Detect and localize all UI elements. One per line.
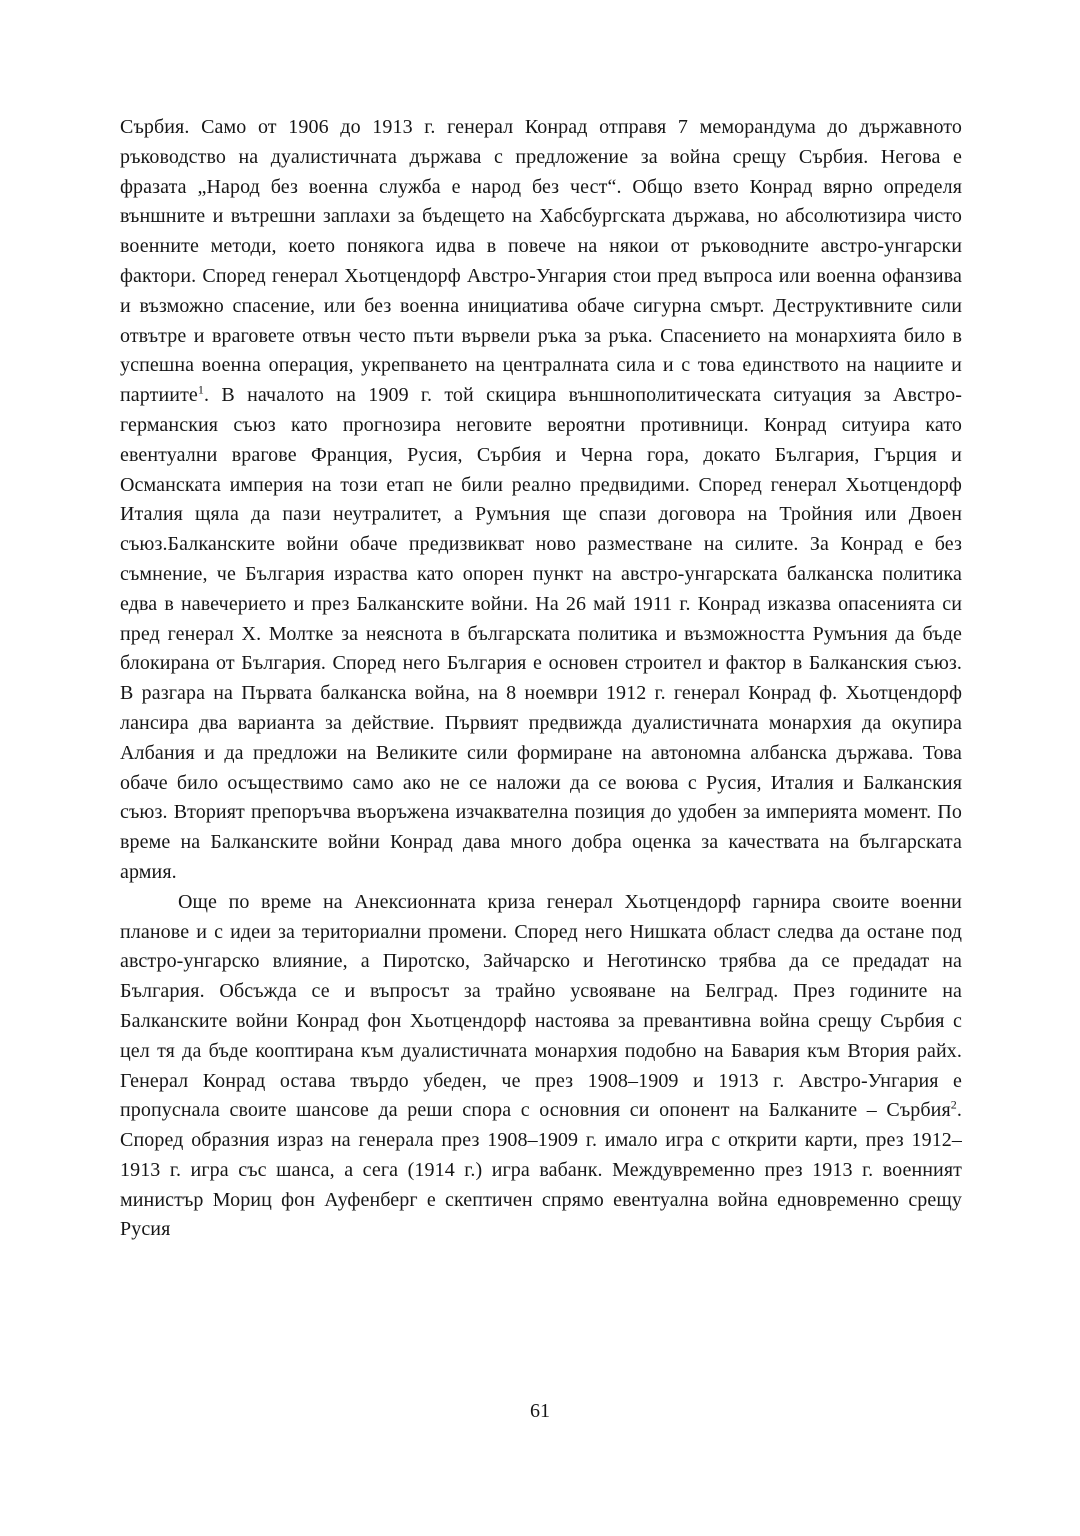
- paragraph: [120, 113, 962, 888]
- footnote-reference: 2: [950, 1097, 957, 1112]
- text-run: . Според образния израз на генерала през 1908–1909 г. имало игра с открити карти, през 1912–1913 г. игра със шанса, а сега (1914 г.) игра вабанк. Междувременно през 1913 г. военният министър Мориц фон Ауфенберг е скептичен спрямо евентуална война едновременно срещу Русия: [120, 1099, 962, 1241]
- page-number: 61: [530, 1400, 550, 1422]
- page-text: [120, 113, 962, 1245]
- text-run: Сърбия. Само от 1906 до 1913 г. генерал Конрад отправя 7 меморандума до държавното ръководство на дуалистичната държава с предложение за война срещу Сърбия. Негова е фразата „Народ без военна служба е народ без чест“. Общо взето Конрад вярно определя външните и вътрешни заплахи за бъдещето на Хабсбургската държава, но абсолютизира чисто военните методи, което понякога идва в повече на някои от ръководните австро-унгарски фактори. Според генерал Хьотцендорф Австро-Унгария стои пред въпроса или военна офанзива и възможно спасение, или без военна инициатива обаче сигурна смърт. Деструктивните сили отвътре и враговете отвън често пъти вървели ръка за ръка. Спасението на монархията било в успешна военна операция, укрепването на централната сила и с това единството на нациите и партиите: [120, 116, 962, 407]
- text-run: Още по време на Анексионната криза генерал Хьотцендорф гарнира своите военни планове и с идеи за териториални промени. Според него Нишката област следва да остане под австро-унгарско влияние, а Пиротско, Зайчарско и Неготинско трябва да се предадат на България. Обсъжда се и въпросът за трайно усвояване на Белград. През годините на Балканските войни Конрад фон Хьотцендорф настоява за превантивна война срещу Сърбия с цел тя да бъде кооптирана към дуалистичната монархия подобно на Бавария към Втория райх. Генерал Конрад остава твърдо убеден, че през 1908–1909 и 1913 г. Австро-Унгария е пропуснала своите шансове да реши спора с основния си опонент на Балканите – Сърбия: [120, 890, 962, 1122]
- paragraph: [120, 888, 962, 1246]
- text-run: . В началото на 1909 г. той скицира външнополитическата ситуация за Австро-германския съюз като прогнозира неговите вероятни противници. Конрад ситуира като евентуални врагове Франция, Русия, Сърбия и Черна гора, докато България, Гърция и Османската империя на този етап не били реално предвидими. Според генерал Хьотцендорф Италия щяла да пази неутралитет, а Румъния ще спази договора на Тройния или Двоен съюз.Балканските войни обаче предизвикват ново разместване на силите. За Конрад е без съмнение, че България израства като опорен пункт на австро-унгарската балканска политика едва в навечерието и през Балканските войни. На 26 май 1911 г. Конрад изказва опасенията си пред генерал Х. Молтке за неяснота в българската политика и възможността Румъния да бъде блокирана от България. Според него България е основен строител и фактор в Балканския съюз. В разгара на Първата балканска война, на 8 ноември 1912 г. генерал Конрад ф. Хьотцендорф лансира два варианта за действие. Първият предвижда дуалистичната монархия да окупира Албания и да предложи на Великите сили формиране на автономна албанска държава. Това обаче било осъществимо само ако не се наложи да се воюва с Русия, Италия и Балканския съюз. Вторият препоръчва въоръжена изчаквателна позиция до удобен за империята момент. По време на Балканските войни Конрад дава много добра оценка за качествата на българската армия.: [120, 384, 962, 883]
- footnote-reference: 1: [197, 382, 204, 397]
